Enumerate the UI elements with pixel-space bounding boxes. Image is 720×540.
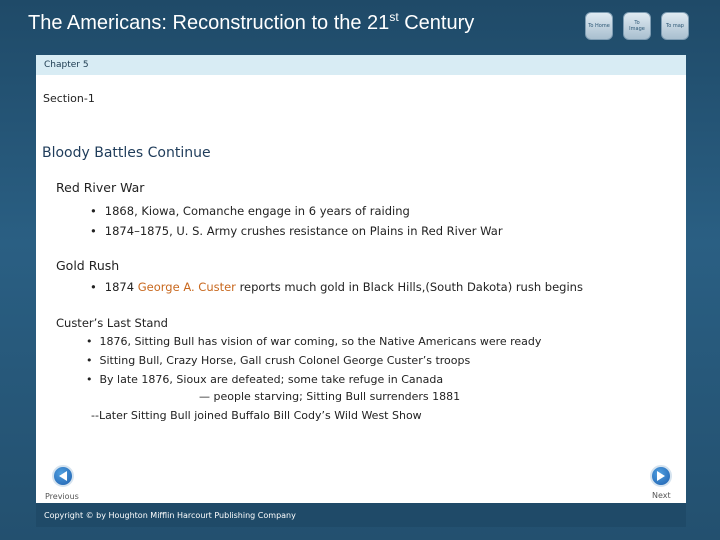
copyright-text: Copyright © by Houghton Mifflin Harcourt Publishing Company	[44, 511, 296, 520]
bullet-text-pre: 1874	[104, 280, 138, 294]
continuation-line: — people starving; Sitting Bull surrenders 1881	[199, 390, 461, 403]
list-item	[86, 351, 541, 370]
app-title-sup: st	[389, 10, 399, 24]
bullet-glyph: •	[90, 280, 97, 294]
previous-label[interactable]: Previous	[45, 492, 79, 501]
bullet-text: Sitting Bull, Crazy Horse, Gall crush Colonel George Custer’s troops	[99, 354, 471, 367]
list-item	[90, 277, 583, 297]
previous-button[interactable]	[52, 465, 74, 487]
bullet-glyph: •	[86, 373, 93, 386]
top-nav-icons	[585, 12, 689, 40]
home-icon-label: To Home	[588, 23, 610, 29]
footer-bar	[36, 503, 686, 527]
topic-last-stand-title: Custer’s Last Stand	[56, 316, 168, 330]
left-arrow-icon	[58, 470, 68, 482]
next-button[interactable]	[650, 465, 672, 487]
right-arrow-icon	[656, 470, 666, 482]
gold-rush-bullets	[90, 277, 583, 297]
topic-gold-rush-title: Gold Rush	[56, 258, 120, 273]
custer-highlight: George A. Custer	[137, 280, 236, 294]
last-stand-bullets	[86, 332, 541, 389]
list-item	[90, 221, 503, 241]
app-title-text: The Americans: Reconstruction to the 21	[28, 12, 390, 34]
bullet-text: 1874–1875, U. S. Army crushes resistance on Plains in Red River War	[104, 224, 503, 238]
slide-heading: Bloody Battles Continue	[42, 145, 211, 161]
bullet-glyph: •	[86, 335, 93, 348]
section-label: Section-1	[43, 92, 95, 105]
map-icon-label: To map	[666, 23, 684, 29]
topic-red-river-title: Red River War	[56, 180, 145, 195]
bullet-glyph: •	[90, 204, 97, 218]
image-icon-label: To Image	[629, 20, 645, 32]
chapter-label: Chapter 5	[44, 60, 89, 70]
app-title-suffix: Century	[398, 12, 475, 34]
bullet-glyph: •	[86, 354, 93, 367]
bullet-text: 1876, Sitting Bull has vision of war coming, so the Native Americans were ready	[99, 335, 542, 348]
content-panel	[36, 55, 686, 527]
image-icon[interactable]	[623, 12, 651, 40]
chapter-bar	[36, 55, 686, 75]
list-item	[86, 332, 541, 351]
map-icon[interactable]	[661, 12, 689, 40]
next-label[interactable]: Next	[652, 491, 671, 500]
red-river-bullets	[90, 201, 503, 241]
bullet-text-post: reports much gold in Black Hills,(South Dakota) rush begins	[235, 280, 583, 294]
bullet-glyph: •	[90, 224, 97, 238]
wild-west-note: --Later Sitting Bull joined Buffalo Bill Cody’s Wild West Show	[91, 409, 422, 422]
bullet-text: By late 1876, Sioux are defeated; some take refuge in Canada	[99, 373, 444, 386]
list-item	[90, 201, 503, 221]
bullet-text: 1868, Kiowa, Comanche engage in 6 years of raiding	[104, 204, 410, 218]
app-title	[28, 12, 474, 35]
home-icon[interactable]	[585, 12, 613, 40]
